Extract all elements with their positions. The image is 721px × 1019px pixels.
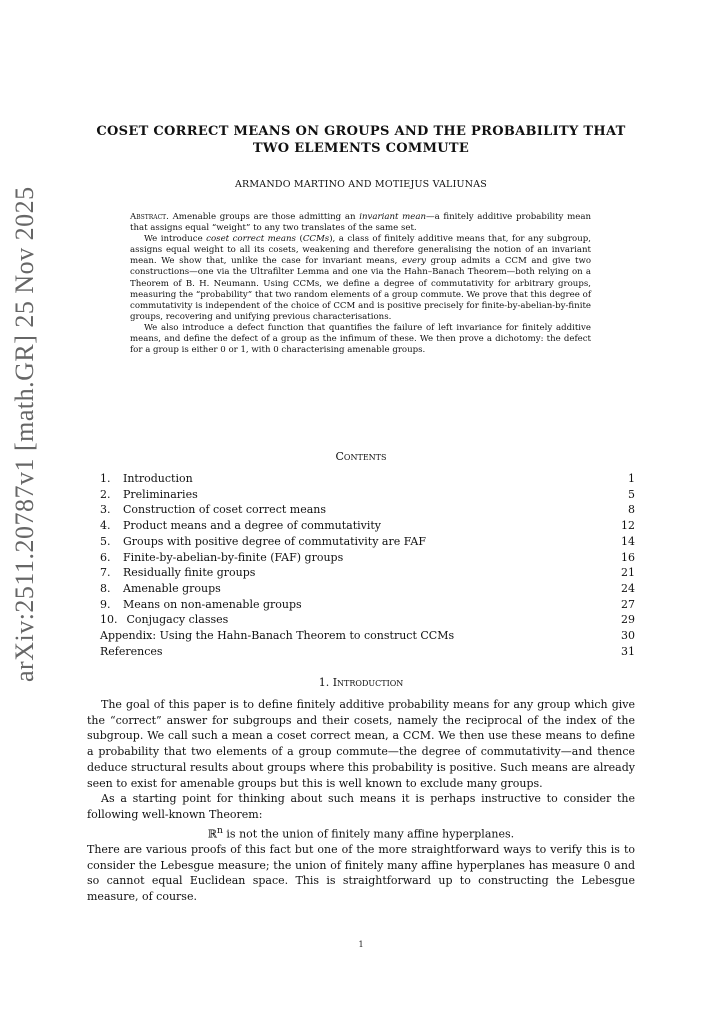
toc-entry[interactable]: 3. Construction of coset correct means 8 (100, 503, 635, 517)
toc-entry[interactable]: 10. Conjugacy classes 29 (100, 613, 635, 627)
toc-entry[interactable]: 1. Introduction 1 (100, 472, 635, 485)
toc-entry[interactable]: References 31 (100, 644, 635, 658)
abstract-paragraph-1: Abstract. Amenable groups are those admitting an invariant mean—a finitely additive probability mean that assigns equal “weight” to any two translates of the same set. (130, 212, 591, 234)
toc-entry[interactable]: 6. Finite-by-abelian-by-finite (FAF) groups 16 (100, 550, 635, 564)
contents-heading: Contents (335, 450, 387, 463)
abstract-paragraph-3: We also introduce a defect function that quantifies the failure of left invariance for finitely additive means, and define the defect of a group as the infimum of these. We then prove a dichotomy: the defect for a group is either 0 or 1, with 0 characterising amenable groups. (130, 322, 591, 356)
body-paragraph: There are various proofs of this fact but one of the more straightforward ways to verify this is to consider the Lebesgue measure; the union of finitely many affine hyperplanes has measure 0 and so cannot equal Euclidean space. This is straightforward up to constructing the Lebesgue measure, of course. (87, 842, 635, 904)
section-body (87, 697, 635, 905)
arxiv-identifier: arXiv:2511.20787v1 [math.GR] 25 Nov 2025 (10, 186, 39, 682)
body-paragraph: The goal of this paper is to define finitely additive probability means for any group which give the “correct” answer for subgroups and their cosets, namely the reciprocal of the index of the subgroup. We call such a mean a coset correct mean, a CCM. We then use these means to define a probability that two elements of a group commute—the degree of commutativity—and thence deduce structural results about groups where this probability is positive. Such means are already seen to exist for amenable groups but this is well known to exclude many groups. (87, 698, 635, 790)
abstract-paragraph-2: We introduce coset correct means (CCMs), a class of finitely additive means that, for any subgroup, assigns equal weight to all its cosets, weakening and therefore generalising the notion of an invariant mean. We show that, unlike the case for invariant means, every group admits a CCM and give two constructions—one via the Ultrafilter Lemma and one via the Hahn–Banach Theorem—both relying on a Theorem of B. H. Neumann. Using CCMs, we define a degree of commutativity for arbitrary groups, measuring the “probability” that two random elements of a group commute. We prove that this degree of commutativity is independent of the choice of CCM and is positive precisely for finite-by-abelian-by-finite groups, recovering and unifying previous characterisations. (130, 234, 592, 322)
abstract (130, 212, 591, 356)
table-of-contents (100, 471, 635, 659)
paper-authors: ARMANDO MARTINO AND MOTIEJUS VALIUNAS (234, 179, 488, 190)
toc-entry[interactable]: 5. Groups with positive degree of commutativity are FAF 14 (100, 534, 635, 548)
toc-entry[interactable]: 9. Means on non-amenable groups 27 (100, 597, 635, 611)
body-paragraph: As a starting point for thinking about such means it is perhaps instructive to consider the following well-known Theorem: (87, 792, 635, 821)
toc-entry[interactable]: Appendix: Using the Hahn-Banach Theorem to construct CCMs 30 (100, 629, 635, 643)
toc-entry[interactable]: 8. Amenable groups 24 (100, 581, 635, 595)
abstract-label: Abstract. (130, 212, 169, 222)
toc-entry[interactable]: 7. Residually finite groups 21 (100, 566, 635, 580)
toc-entry[interactable]: 2. Preliminaries 5 (100, 487, 635, 501)
toc-entry[interactable]: 4. Product means and a degree of commutativity 12 (100, 519, 635, 533)
display-statement: ℝ$^n$ is not the union of finitely many affine hyperplanes. (207, 824, 515, 841)
paper-title: COSET CORRECT MEANS ON GROUPS AND THE PROBABILITY THAT TWO ELEMENTS COMMUTE (96, 124, 626, 156)
page-number: 1 (358, 940, 364, 949)
section-heading: 1. Introduction (318, 676, 404, 689)
